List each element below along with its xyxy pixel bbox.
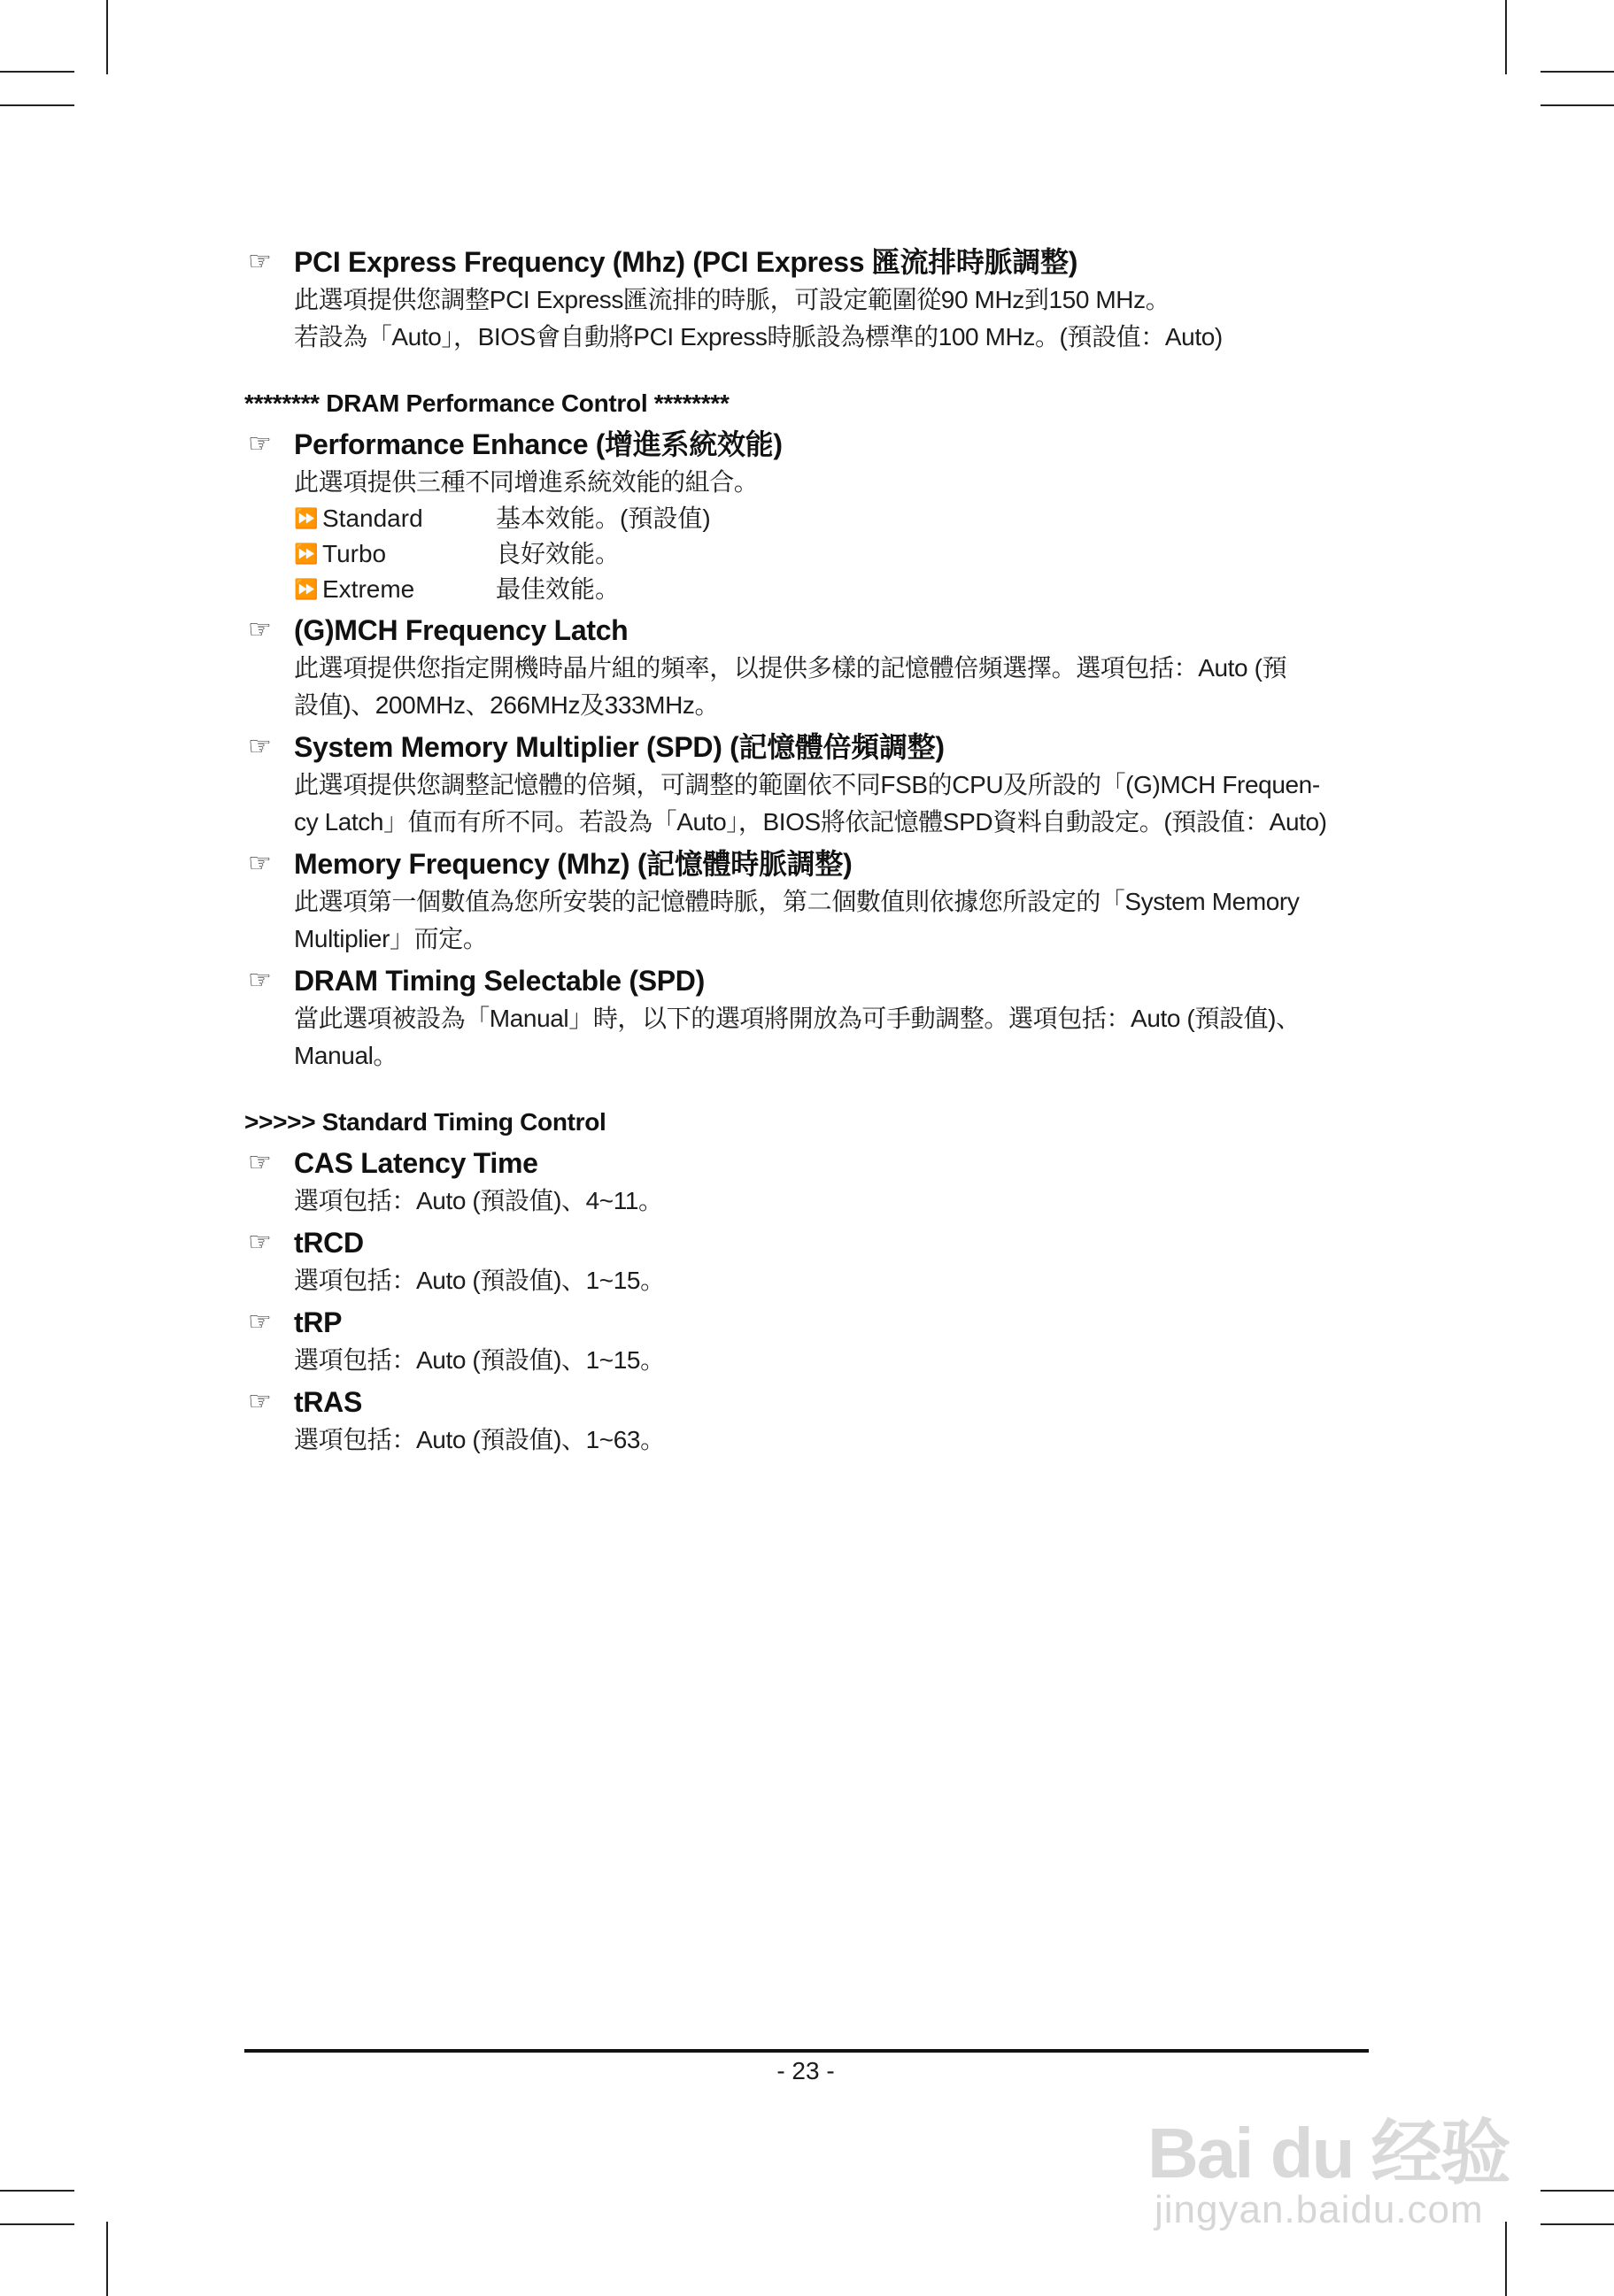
item-desc-line: 此選項提供您調整PCI Express匯流排的時脈，可設定範圍從90 MHz到150 MHz。 [294,286,1170,313]
item-title-cas-latency [244,1144,1369,1183]
crop-mark [1541,71,1614,73]
item-title-memory-frequency [244,844,1369,883]
item-title-text: tRCD [294,1227,364,1259]
item-title-tras [244,1383,1369,1422]
crop-mark [1541,2223,1614,2225]
page-number: - 23 - [776,2057,835,2084]
pointing-hand-icon: ☞ [248,429,272,458]
pointing-hand-icon: ☞ [248,615,272,644]
item-title-text: Performance Enhance (增進系統效能) [294,428,783,460]
footer-rule [244,2049,1369,2053]
item-title-performance-enhance [244,425,1369,464]
item-title-gmch-frequency-latch [244,611,1369,650]
baidu-watermark [1147,2096,1519,2246]
option-name: Extreme [322,575,415,603]
item-title-pcie-frequency [244,243,1369,281]
item-desc-line: 若設為「Auto」，BIOS會自動將PCI Express時脈設為標準的100 MHz。(預設值：Auto) [294,323,1223,351]
item-desc-line: 選項包括：Auto (預設值)、1~15。 [294,1267,665,1294]
item-desc-line: 選項包括：Auto (預設值)、4~11。 [294,1187,663,1214]
pointing-hand-icon: ☞ [248,1387,272,1416]
pointing-hand-icon: ☞ [248,849,272,878]
double-arrow-icon: ⏩ [294,578,319,600]
item-title-text: System Memory Multiplier (SPD) (記憶體倍頻調整) [294,731,945,763]
item-title-trcd [244,1223,1369,1262]
item-title-text: DRAM Timing Selectable (SPD) [294,965,705,997]
pointing-hand-icon: ☞ [248,247,272,276]
item-title-text: tRAS [294,1386,363,1418]
item-desc-line: 此選項第一個數值為您所安裝的記憶體時脈，第二個數值則依據您所設定的「System Memory [294,888,1300,915]
item-title-trp [244,1303,1369,1342]
item-title-text: tRP [294,1306,343,1338]
option-name: Standard [322,505,423,532]
crop-mark [0,71,74,73]
option-desc: 良好效能。 [496,540,621,567]
option-desc: 基本效能。(預設值) [496,505,711,532]
crop-mark [106,2222,108,2296]
crop-mark [0,2223,74,2225]
pointing-hand-icon: ☞ [248,1228,272,1257]
item-title-system-memory-multiplier [244,728,1369,767]
item-title-dram-timing-selectable [244,961,1369,1000]
watermark-url: jingyan.baidu.com [1155,2188,1484,2231]
item-desc-line: 當此選項被設為「Manual」時，以下的選項將開放為可手動調整。選項包括：Auto (預設值)、 [294,1005,1301,1032]
watermark-logo-text: Bai du 经验 [1147,2114,1510,2192]
item-title-text: (G)MCH Frequency Latch [294,614,629,646]
pointing-hand-icon: ☞ [248,1307,272,1337]
crop-mark [106,0,108,74]
option-name: Turbo [322,540,387,567]
option-row [244,572,1369,607]
item-title-text: PCI Express Frequency (Mhz) (PCI Express 匯流排時脈調整) [294,246,1078,278]
item-desc-line: 此選項提供您指定開機時晶片組的頻率，以提供多樣的記憶體倍頻選擇。選項包括：Auto (預 [294,654,1287,682]
item-desc-line: 此選項提供三種不同增進系統效能的組合。 [294,468,759,496]
item-desc-line: 選項包括：Auto (預設值)、1~15。 [294,1346,665,1374]
option-row [244,501,1369,536]
item-title-text: CAS Latency Time [294,1147,538,1179]
crop-mark [0,104,74,106]
option-row [244,536,1369,572]
option-desc: 最佳效能。 [496,575,621,603]
item-desc-line: 設值)、200MHz、266MHz及333MHz。 [294,691,720,719]
item-desc-line: 此選項提供您調整記憶體的倍頻，可調整的範圍依不同FSB的CPU及所設的「(G)MCH Frequen- [294,771,1320,798]
section-header-standard-timing: >>>>> Standard Timing Control [244,1108,606,1136]
double-arrow-icon: ⏩ [294,543,319,565]
item-desc-line: Manual。 [294,1042,398,1069]
item-desc-line: 選項包括：Auto (預設值)、1~63。 [294,1426,665,1453]
crop-mark [1541,2190,1614,2192]
section-header-dram-performance: ******** DRAM Performance Control ******** [244,389,730,417]
crop-mark [0,2190,74,2192]
manual-page-content [244,239,1369,1459]
double-arrow-icon: ⏩ [294,507,319,529]
pointing-hand-icon: ☞ [248,966,272,995]
item-desc-line: Multiplier」而定。 [294,925,488,952]
item-title-text: Memory Frequency (Mhz) (記憶體時脈調整) [294,848,853,880]
crop-mark [1541,104,1614,106]
item-desc-line: cy Latch」值而有所不同。若設為「Auto」，BIOS將依記憶體SPD資料自動設定。(預設值：Auto) [294,808,1327,836]
crop-mark [1505,0,1507,74]
pointing-hand-icon: ☞ [248,732,272,761]
pointing-hand-icon: ☞ [248,1148,272,1177]
